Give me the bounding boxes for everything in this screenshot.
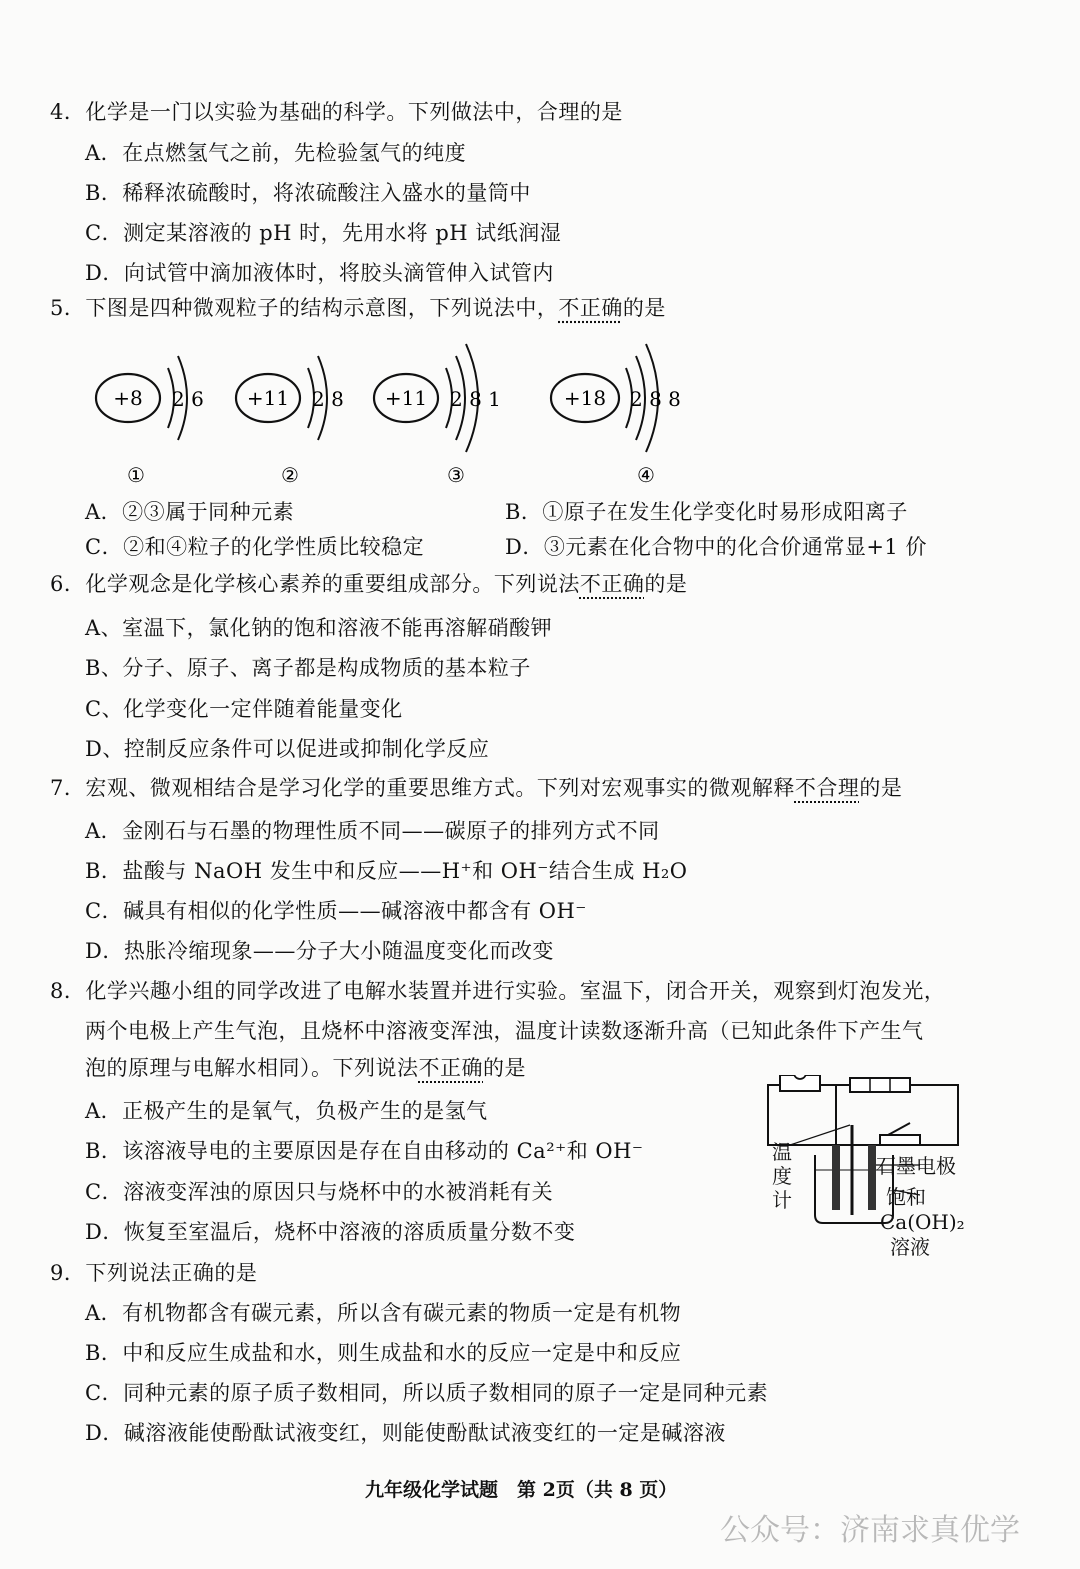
electrolysis-apparatus-figure: [760, 1075, 990, 1275]
emphasis-dots: 不正确: [418, 1056, 483, 1080]
q5-option-b: B．①原子在发生化学变化时易形成阳离子: [505, 500, 908, 524]
q9-option-b: B．中和反应生成盐和水，则生成盐和水的反应一定是中和反应: [85, 1341, 682, 1365]
q8-stem-line2: 两个电极上产生气泡，且烧杯中溶液变浑浊，温度计读数逐渐升高（已知此条件下产生气: [85, 1019, 924, 1043]
atom-4: [551, 344, 681, 487]
thermometer-label-3: 计: [772, 1188, 792, 1212]
atom-4-label: ④: [637, 463, 655, 487]
q5-option-c: C．②和④粒子的化学性质比较稳定: [85, 535, 425, 559]
q6-stem: 6．化学观念是化学核心素养的重要组成部分。下列说法不正确的是: [50, 572, 688, 596]
atom-2-nucleus: +11: [246, 386, 290, 410]
q9-option-c: C．同种元素的原子质子数相同，所以质子数相同的原子一定是同种元素: [85, 1381, 769, 1405]
atom-4-shells: 2 8 8: [630, 387, 681, 411]
emphasis-dots: 不正确: [558, 296, 623, 320]
emphasis-dots: 不正确: [579, 572, 645, 596]
atom-structure-diagrams: [80, 332, 720, 492]
q6-option-c: C、化学变化一定伴随着能量变化: [85, 697, 403, 721]
atom-4-nucleus: +18: [563, 386, 607, 410]
q9-option-a: A．有机物都含有碳元素，所以含有碳元素的物质一定是有机物: [85, 1301, 682, 1325]
atom-2-shells: 2 8: [312, 387, 344, 411]
q9-option-d: D．碱溶液能使酚酞试液变红，则能使酚酞试液变红的一定是碱溶液: [85, 1421, 726, 1445]
electrode-label: 石墨电极: [876, 1154, 956, 1178]
atom-2-label: ②: [281, 463, 299, 487]
q4-stem: 4．化学是一门以实验为基础的科学。下列做法中，合理的是: [50, 100, 623, 124]
q8-option-d: D．恢复至室温后，烧杯中溶液的溶质质量分数不变: [85, 1220, 576, 1244]
q6-option-a: A、室温下，氯化钠的饱和溶液不能再溶解硝酸钾: [85, 616, 553, 640]
emphasis-dots: 不合理: [794, 776, 860, 800]
thermometer-label-2: 度: [772, 1164, 792, 1188]
q9-stem: 9．下列说法正确的是: [50, 1261, 258, 1285]
atom-3-label: ③: [447, 463, 465, 487]
electrode-right-icon: [868, 1145, 876, 1210]
q8-option-a: A．正极产生的是氧气，负极产生的是氢气: [85, 1099, 488, 1123]
switch-icon: [880, 1135, 920, 1145]
page-footer: 九年级化学试题 第 2页（共 8 页）: [365, 1479, 678, 1501]
solution-label-1: 饱和: [886, 1185, 926, 1209]
q8-stem-line3: 泡的原理与电解水相同）。下列说法不正确的是: [85, 1056, 526, 1080]
atom-1: [96, 356, 204, 487]
q8-option-c: C．溶液变浑浊的原因只与烧杯中的水被消耗有关: [85, 1180, 554, 1204]
atom-3: [374, 344, 501, 487]
q7-option-d: D．热胀冷缩现象——分子大小随温度变化而改变: [85, 939, 554, 963]
q8-stem-line1: 8．化学兴趣小组的同学改进了电解水装置并进行实验。室温下，闭合开关，观察到灯泡发光，: [50, 979, 946, 1003]
battery-icon: [850, 1078, 910, 1092]
q8-option-b: B．该溶液导电的主要原因是存在自由移动的 Ca²⁺和 OH⁻: [85, 1139, 644, 1163]
q4-option-a: A．在点燃氢气之前，先检验氢气的纯度: [85, 141, 467, 165]
q7-option-c: C．碱具有相似的化学性质——碱溶液中都含有 OH⁻: [85, 899, 587, 923]
solution-label-2: Ca(OH)₂: [880, 1210, 965, 1234]
q7-option-b: B．盐酸与 NaOH 发生中和反应——H⁺和 OH⁻结合生成 H₂O: [85, 859, 688, 883]
q7-option-a: A．金刚石与石墨的物理性质不同——碳原子的排列方式不同: [85, 819, 660, 843]
solution-label-3: 溶液: [890, 1235, 930, 1259]
atom-2: [236, 356, 344, 487]
atom-1-nucleus: +8: [113, 386, 143, 410]
thermometer-label-1: 温: [772, 1140, 792, 1164]
q4-option-d: D．向试管中滴加液体时，将胶头滴管伸入试管内: [85, 261, 554, 285]
atom-3-nucleus: +11: [384, 386, 428, 410]
q4-option-c: C．测定某溶液的 pH 时，先用水将 pH 试纸润湿: [85, 221, 562, 245]
q6-option-d: D、控制反应条件可以促进或抑制化学反应: [85, 737, 490, 761]
q6-option-b: B、分子、原子、离子都是构成物质的基本粒子: [85, 656, 531, 680]
atom-1-shells: 2 6: [172, 387, 204, 411]
q5-option-d: D．③元素在化合物中的化合价通常显+1 价: [505, 535, 927, 559]
q5-option-a: A．②③属于同种元素: [85, 500, 295, 524]
electrode-left-icon: [832, 1145, 840, 1210]
atom-3-shells: 2 8 1: [450, 387, 501, 411]
watermark: 公众号：济南求真优学: [720, 1513, 1020, 1548]
q7-stem: 7．宏观、微观相结合是学习化学的重要思维方式。下列对宏观事实的微观解释不合理的是: [50, 776, 903, 800]
q5-stem: 5．下图是四种微观粒子的结构示意图，下列说法中，不正确的是: [50, 296, 666, 320]
atom-1-label: ①: [127, 463, 145, 487]
q4-option-b: B．稀释浓硫酸时，将浓硫酸注入盛水的量筒中: [85, 181, 531, 205]
